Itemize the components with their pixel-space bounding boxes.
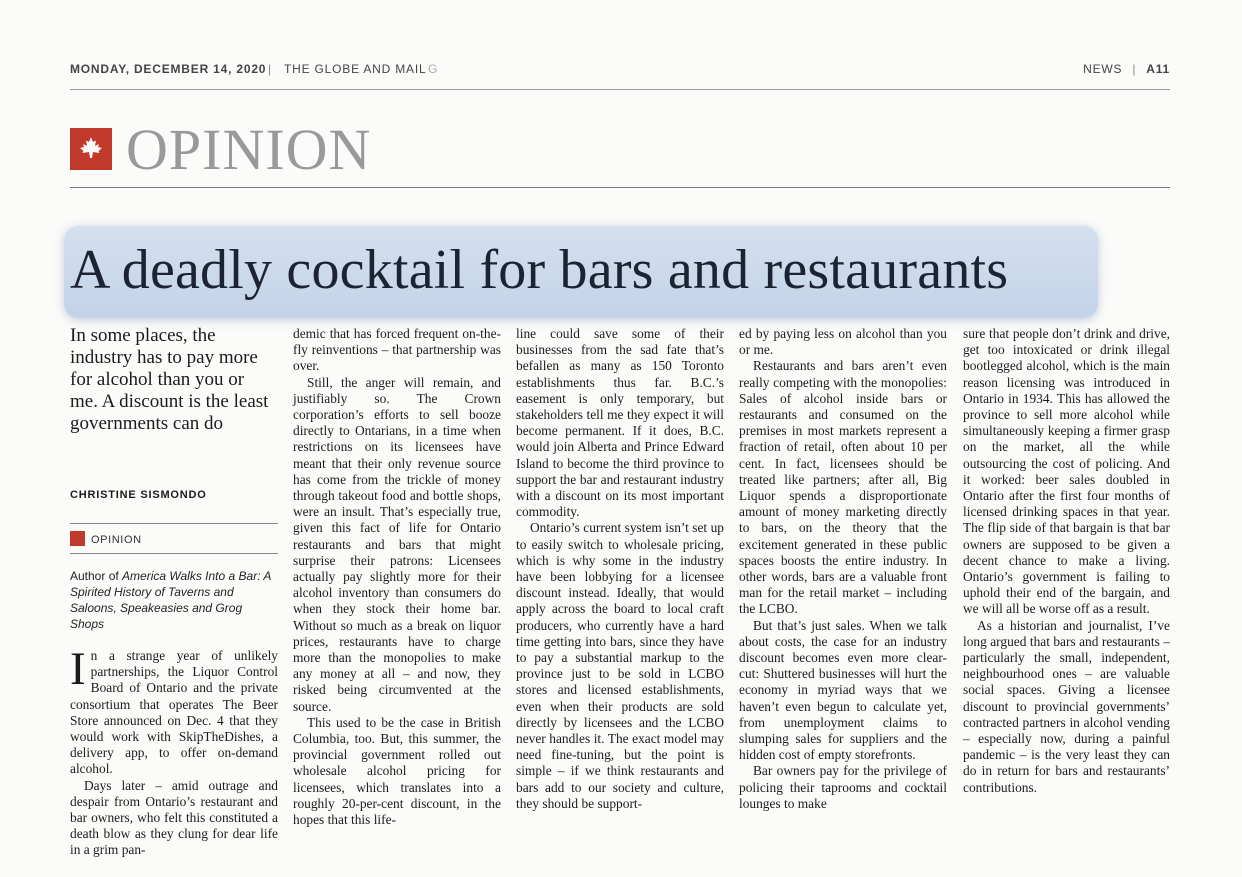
newspaper-name: THE GLOBE AND MAIL bbox=[284, 62, 427, 76]
headline[interactable]: A deadly cocktail for bars and restaurants bbox=[70, 239, 1009, 301]
paragraph: demic that has forced frequent on-the-fly reinventions – that partnership was over. bbox=[293, 326, 501, 374]
maple-leaf-icon bbox=[76, 134, 106, 164]
red-square-icon bbox=[70, 531, 85, 546]
paragraph: sure that people don’t drink and drive, get too intoxicated or drink illegal bootlegged alcohol, which is the main reason licensing was introduced in Ontario in 1934. This has allowed the province to sell more alcohol while simultaneously keeping a firmer grasp on the market, all the while outsourcing the cost of policing. And it worked: beer sales doubled in Ontario after the first four months of licensed drinking spaces in that year. The flip side of that bargain is that bar owners are supposed to be given a decent chance to make a living. Ontario’s government is failing to uphold their end of the bargain, and we will all be worse off as a result. bbox=[963, 326, 1170, 617]
paragraph: Bar owners pay for the privilege of policing their taprooms and cocktail lounges to make bbox=[739, 763, 947, 811]
paragraph: Restaurants and bars aren’t even really competing with the monopolies: Sales of alcohol inside bars or restaurants and consumed on the premises in most markets represent a fraction of retail, often about 10 per cent. In fact, licensees should be treated like partners; after all, Big Liquor spends a disproportionate amount of money marketing directly to bars, on the theory that the excitement generated in these public spaces boosts the entire industry. In other words, bars are a valuable front man for the retail market – including the LCBO. bbox=[739, 358, 947, 617]
author-bio bbox=[70, 568, 275, 632]
paragraph: This used to be the case in British Columbia, too. But, this summer, the provincial government rolled out wholesale alcohol pricing for licensees, which translates into a roughly 20-per-cent discount, in the hopes that this life- bbox=[293, 714, 501, 828]
folio-right bbox=[1083, 62, 1170, 76]
paragraph: Still, the anger will remain, and justifiably so. The Crown corporation’s efforts to sell booze directly to Ontarians, in a time when restrictions on its licensees have meant that their only revenue source has come from the trickle of money through takeout food and bottle shops, were an insult. That’s especially true, given this fact of life for Ontario restaurants and bars that might surprise their patrons: Licensees actually pay slightly more for their alcohol inventory than consumers do when they stock their home bar. Without so much as a break on liquor prices, restaurants have to charge more than the monopolies to make any money at all – and now, they risked being circumvented at the source. bbox=[293, 374, 501, 714]
paragraph: As a historian and journalist, I’ve long argued that bars and restaurants – particularly the small, independent, neighbourhood ones – are valuable social spaces. Giving a licensee discount to provincial governments’ contracted partners in alcohol vending – especially now, during a painful pandemic – is the very least they can do in return for bars and restaurants’ contributions. bbox=[963, 617, 1170, 795]
folio-separator-right: | bbox=[1132, 62, 1137, 76]
paragraph: Days later – amid outrage and despair from Ontario’s restaurant and bar owners, who felt this constituted a death blow as they clung for dear life in a grim pan- bbox=[70, 777, 278, 858]
paragraph: Ontario’s current system isn’t set up to easily switch to wholesale pricing, which is why some in the industry have been lobbying for a licensee discount instead. Ideally, that would apply across the board to local craft producers, who currently have a hard time getting into bars, since they have to pay a substantial markup to the province just to be sold in LCBO stores and licensed establishments, even when their products are sold directly by licensees and the LCBO never handles it. The exact model may need fine-tuning, but the point is simple – if we think restaurants and bars add to our society and culture, they should be support- bbox=[516, 520, 724, 811]
kicker-label: OPINION bbox=[91, 534, 142, 546]
section-label: NEWS bbox=[1083, 62, 1123, 76]
article-column-1 bbox=[70, 643, 278, 859]
issue-date: MONDAY, DECEMBER 14, 2020 bbox=[70, 62, 267, 76]
paragraph-text: n a strange year of unlikely partnerships, the Liquor Control Board of Ontario and the private consortium that operates The Beer Store announced on Dec. 4 that they would work with SkipTheDishes, a delivery app, to offer on-demand alcohol. bbox=[70, 648, 278, 777]
bio-book-title: America Walks Into a Bar: A Spirited History of Taverns and Saloons, Speakeasies and Grog Shops bbox=[70, 569, 271, 631]
page-folio bbox=[70, 62, 1170, 78]
article-column-3 bbox=[516, 326, 724, 812]
page-number: A11 bbox=[1146, 62, 1170, 76]
drop-cap: I bbox=[70, 643, 86, 695]
paragraph: ed by paying less on alcohol than you or me. bbox=[739, 326, 947, 358]
paragraph: But that’s just sales. When we talk about costs, the case for an industry discount becomes even more clear-cut: Shuttered businesses will hurt the economy in myriad ways that we haven’t even begun to calculate yet, from unemployment claims to slumping sales for suppliers and the hidden cost of empty storefronts. bbox=[739, 617, 947, 763]
paragraph bbox=[70, 643, 278, 778]
article-column-2 bbox=[293, 326, 501, 828]
section-title: OPINION bbox=[126, 117, 372, 182]
kicker-rule-bottom bbox=[70, 553, 278, 554]
byline: CHRISTINE SISMONDO bbox=[70, 489, 207, 501]
bio-prefix: Author of bbox=[70, 569, 123, 583]
kicker bbox=[70, 531, 142, 546]
article-column-5 bbox=[963, 326, 1170, 796]
paragraph: line could save some of their businesses from the sad fate that’s befallen as many as 150 Toronto establishments thus far. B.C.’s easement is only temporary, but stakeholders tell me they expect it will become permanent. If it does, B.C. would join Alberta and Prince Edward Island to become the third province to support the bar and restaurant industry with a discount on its most important commodity. bbox=[516, 326, 724, 520]
kicker-rule-top bbox=[70, 523, 278, 524]
deck: In some places, the industry has to pay more for alcohol than you or me. A discount is the least governments can do bbox=[70, 325, 269, 434]
article-column-4 bbox=[739, 326, 947, 812]
top-rule bbox=[70, 89, 1170, 90]
section-flag bbox=[70, 128, 112, 170]
newspaper-mark: G bbox=[428, 62, 439, 76]
section-rule bbox=[70, 187, 1170, 188]
folio-separator: | bbox=[268, 62, 272, 76]
